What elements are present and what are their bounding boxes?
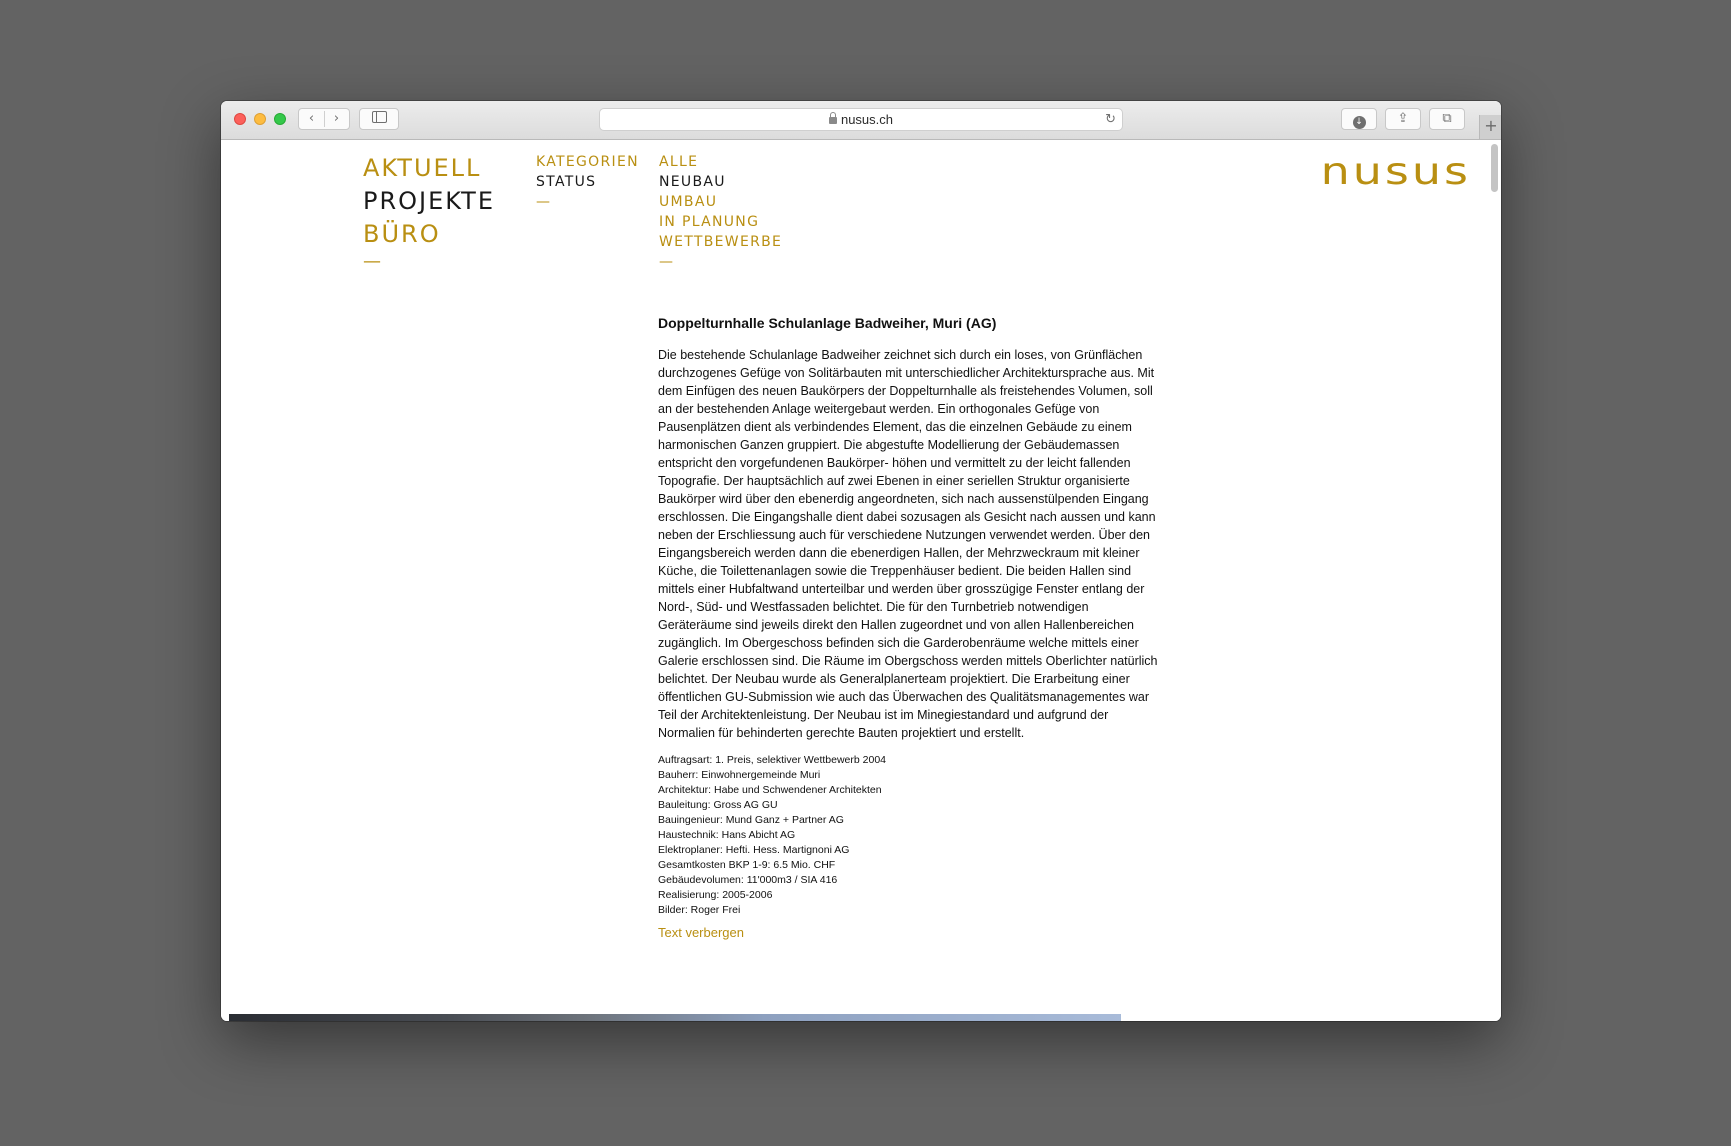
category-nav [536, 152, 639, 212]
fact-line: Bauingenieur: Mund Ganz + Partner AG [658, 814, 844, 826]
status-nav [659, 152, 782, 272]
tabs-icon: ⧉ [1442, 111, 1452, 126]
project-description: Die bestehende Schulanlage Badweiher zeichnet sich durch ein loses, von Grünflächen durchzogenes Gefüge von Solitärbauten mit unterschiedlicher Architektursprache aus. Mit dem Einfügen des neuen Baukörpers der Doppelturnhalle als freistehendes Volumen, soll an der bestehenden Anlage weitergebaut werden. Ein orthogonales Gefüge von Pausenplätzen dient als verbindendes Element, das die einzelnen Gebäude zu einem harmonischen Ganzen gruppiert. Die abgestufte Modellierung der Gebäudemassen entspricht den vorgefundenen Baukörper- höhen und vermittelt zu der leicht fallenden Topografie. Der hauptsächlich auf zwei Ebenen in einer seriellen Struktur organisierte Baukörper wird über den ebenerdig angeordneten, sich nach aussenstülpenden Eingang erschlossen. Die Eingangshalle dient dabei sozusagen als Gesicht nach aussen und kann neben der Erschliessung auch für verschiedene Nutzungen verwendet werden. Über den Eingangsbereich werden dann die ebenerdigen Hallen, der Mehrzweckraum mit kleiner Küche, die Toilettenanlagen sowie die Treppenhäuser bedient. Die beiden Hallen sind mittels einer Hubfaltwand unterteilbar und werden über grosszügige Fenster entlang der Nord-, Süd- und Westfassaden belichtet. Die für den Turnbetrieb notwendigen Geräteräume sind jeweils direkt den Hallen zugeordnet und von allen Hallenbereichen zugänglich. Im Obergeschoss befinden sich die Garderobenräume welche mittels einer Galerie erschlossen sind. Die Räume im Obergschoss werden mittels Oberlichter natürlich belichtet. Der Neubau wurde als Generalplanerteam projektiert. Die Erarbeitung einer öffentlichen GU-Submission wie auch das Überwachen des Qualitätsmanagementes war Teil der Architektenleistung. Der Neubau ist im Minegiestandard und aufgrund der Normalien für behinderten gerechte Bauten projektiert und erstellt. [658, 348, 1158, 740]
category-nav-dash: — [536, 194, 552, 210]
fact-line: Bilder: Roger Frei [658, 904, 741, 916]
page-viewport [221, 140, 1501, 1021]
share-button[interactable] [1385, 108, 1421, 130]
url-text: nusus.ch [840, 112, 894, 127]
site-logo[interactable]: nusus [1320, 148, 1471, 193]
fact-line: Gebäudevolumen: 11'000m3 / SIA 416 [658, 874, 838, 886]
downloads-button[interactable] [1341, 108, 1377, 130]
sidebar-icon [372, 111, 387, 123]
tab-overview-button[interactable] [1429, 108, 1465, 130]
back-button[interactable]: ‹ [308, 111, 315, 126]
fact-line: Realisierung: 2005-2006 [658, 889, 773, 901]
fact-line: Gesamtkosten BKP 1-9: 6.5 Mio. CHF [658, 859, 836, 871]
lock-icon [829, 117, 837, 124]
reload-icon[interactable]: ↻ [1105, 112, 1116, 127]
browser-toolbar [221, 101, 1501, 140]
nav-item-neubau[interactable]: NEUBAU [659, 174, 726, 190]
nav-item-projekte[interactable]: PROJEKTE [363, 187, 495, 215]
sidebar-toggle-button[interactable] [359, 108, 399, 130]
main-nav [363, 152, 495, 273]
vertical-scrollbar[interactable] [1491, 144, 1498, 192]
maximize-window-button[interactable] [274, 113, 286, 125]
nav-item-buero[interactable]: BÜRO [363, 220, 441, 248]
fact-line: Bauleitung: Gross AG GU [658, 799, 778, 811]
nav-item-kategorien[interactable]: KATEGORIEN [536, 154, 639, 170]
forward-button[interactable]: › [333, 111, 340, 126]
new-tab-button[interactable]: + [1479, 115, 1501, 139]
history-nav-group [298, 108, 350, 130]
nav-item-umbau[interactable]: UMBAU [659, 194, 718, 210]
fact-line: Elektroplaner: Hefti. Hess. Martignoni AG [658, 844, 850, 856]
nav-item-status[interactable]: STATUS [536, 174, 597, 190]
close-window-button[interactable] [234, 113, 246, 125]
project-article [658, 314, 1158, 942]
nav-item-aktuell[interactable]: AKTUELL [363, 154, 482, 182]
download-icon: ↓ [1353, 116, 1366, 129]
fact-line: Architektur: Habe und Schwendener Architekten [658, 784, 882, 796]
share-icon: ⇪ [1397, 111, 1409, 126]
hide-text-link[interactable]: Text verbergen [658, 925, 744, 940]
nav-item-wettbewerbe[interactable]: WETTBEWERBE [659, 234, 783, 250]
minimize-window-button[interactable] [254, 113, 266, 125]
project-photo [229, 1014, 1121, 1021]
nav-item-alle[interactable]: ALLE [659, 154, 699, 170]
project-title: Doppelturnhalle Schulanlage Badweiher, Muri (AG) [658, 315, 997, 331]
fact-line: Auftragsart: 1. Preis, selektiver Wettbewerb 2004 [658, 754, 886, 766]
address-bar[interactable] [599, 108, 1123, 131]
fact-line: Bauherr: Einwohnergemeinde Muri [658, 769, 821, 781]
project-facts [658, 753, 1158, 918]
nav-item-in-planung[interactable]: IN PLANUNG [659, 214, 760, 230]
browser-window [221, 101, 1501, 1021]
status-nav-dash: — [659, 254, 675, 270]
fact-line: Haustechnik: Hans Abicht AG [658, 829, 796, 841]
main-nav-dash: — [363, 251, 383, 272]
